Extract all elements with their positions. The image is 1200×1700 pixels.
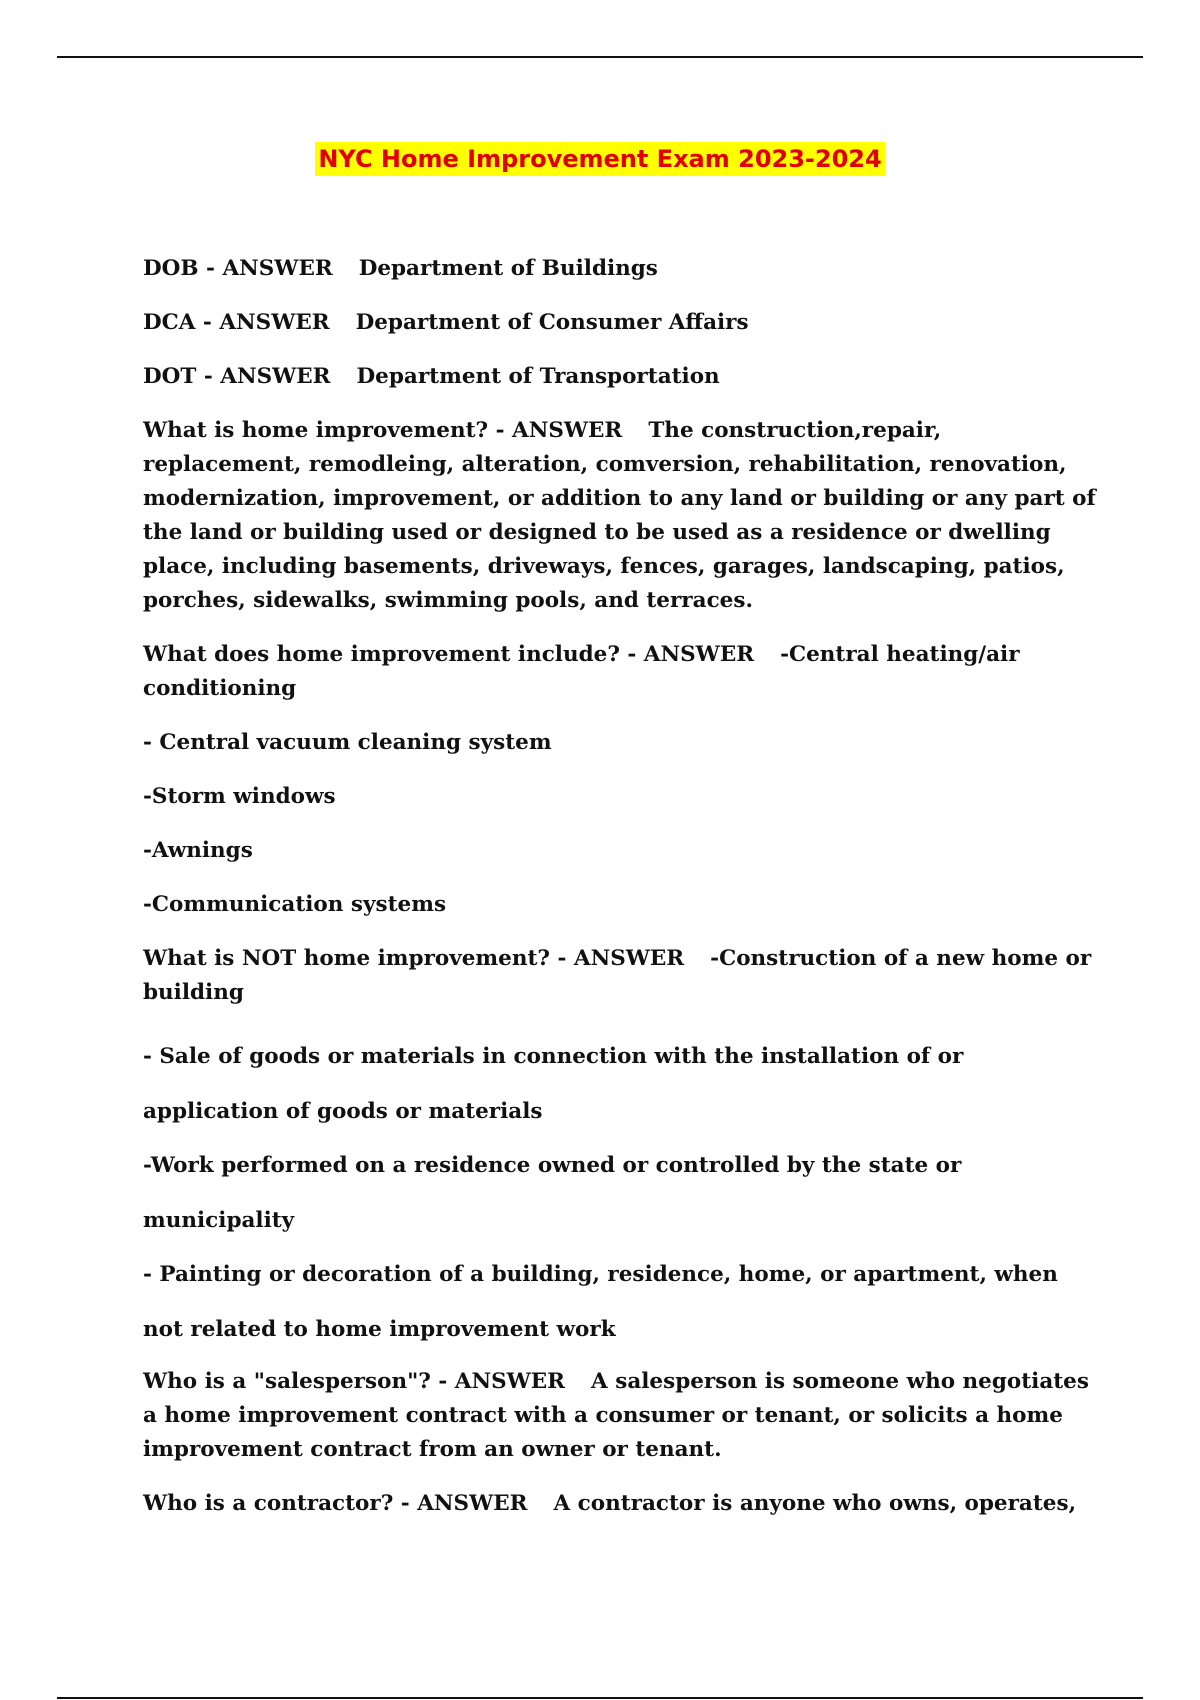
list-item: - Painting or decoration of a building, residence, home, or apartment, when not related to home improvement work	[143, 1262, 1058, 1342]
answer: Department of Buildings	[358, 256, 658, 281]
qa-entry-dob	[143, 252, 1103, 286]
document-title: NYC Home Improvement Exam 2023-2024	[315, 142, 884, 176]
question: Who is a "salesperson"? - ANSWER	[143, 1369, 566, 1394]
qa-entry-not-home-improvement	[143, 942, 1103, 1010]
question: DOT - ANSWER	[143, 364, 331, 389]
question: What is home improvement? - ANSWER	[143, 418, 623, 443]
list-item: -Communication systems	[143, 892, 447, 917]
qa-entry-contractor	[143, 1487, 1103, 1521]
bottom-rule	[57, 1697, 1143, 1699]
qa-entry-dca	[143, 306, 1103, 340]
qa-entry-home-improvement	[143, 414, 1103, 618]
qa-entry-includes	[143, 638, 1103, 706]
answer: The construction,repair, replacement, remodleing, alteration, comversion, rehabilitation, renovation, modernization, improvement, or addition to any land or building or any part of the land or building used or designed to be used as a residence or dwelling place, including basements, driveways, fences, garages, landscaping, patios, porches, sidewalks, swimming pools, and terraces.	[143, 418, 1096, 613]
answer: A contractor is anyone who owns, operates,	[553, 1491, 1077, 1516]
qa-content	[143, 252, 1103, 1541]
question: DOB - ANSWER	[143, 256, 333, 281]
list-item: -Storm windows	[143, 784, 336, 809]
list-item: - Sale of goods or materials in connection with the installation of or application of goods or materials	[143, 1044, 964, 1124]
qa-entry-salesperson	[143, 1365, 1103, 1467]
answer: A salesperson is someone who negotiates a home improvement contract with a consumer or tenant, or solicits a home improvement contract from an owner or tenant.	[143, 1369, 1089, 1462]
list-item: -Awnings	[143, 838, 253, 863]
answer: -Construction of a new home or building	[143, 946, 1092, 1005]
question: DCA - ANSWER	[143, 310, 330, 335]
question: Who is a contractor? - ANSWER	[143, 1491, 528, 1516]
title-container	[0, 142, 1200, 176]
qa-entry-dot	[143, 360, 1103, 394]
answer: Department of Transportation	[356, 364, 720, 389]
list-item: - Central vacuum cleaning system	[143, 730, 552, 755]
question: What does home improvement include? - ANSWER	[143, 642, 755, 667]
question: What is NOT home improvement? - ANSWER	[143, 946, 685, 971]
top-rule	[57, 56, 1143, 58]
answer: Department of Consumer Affairs	[355, 310, 749, 335]
list-item: -Work performed on a residence owned or controlled by the state or municipality	[143, 1153, 962, 1233]
answer: -Central heating/air conditioning	[143, 642, 1020, 701]
